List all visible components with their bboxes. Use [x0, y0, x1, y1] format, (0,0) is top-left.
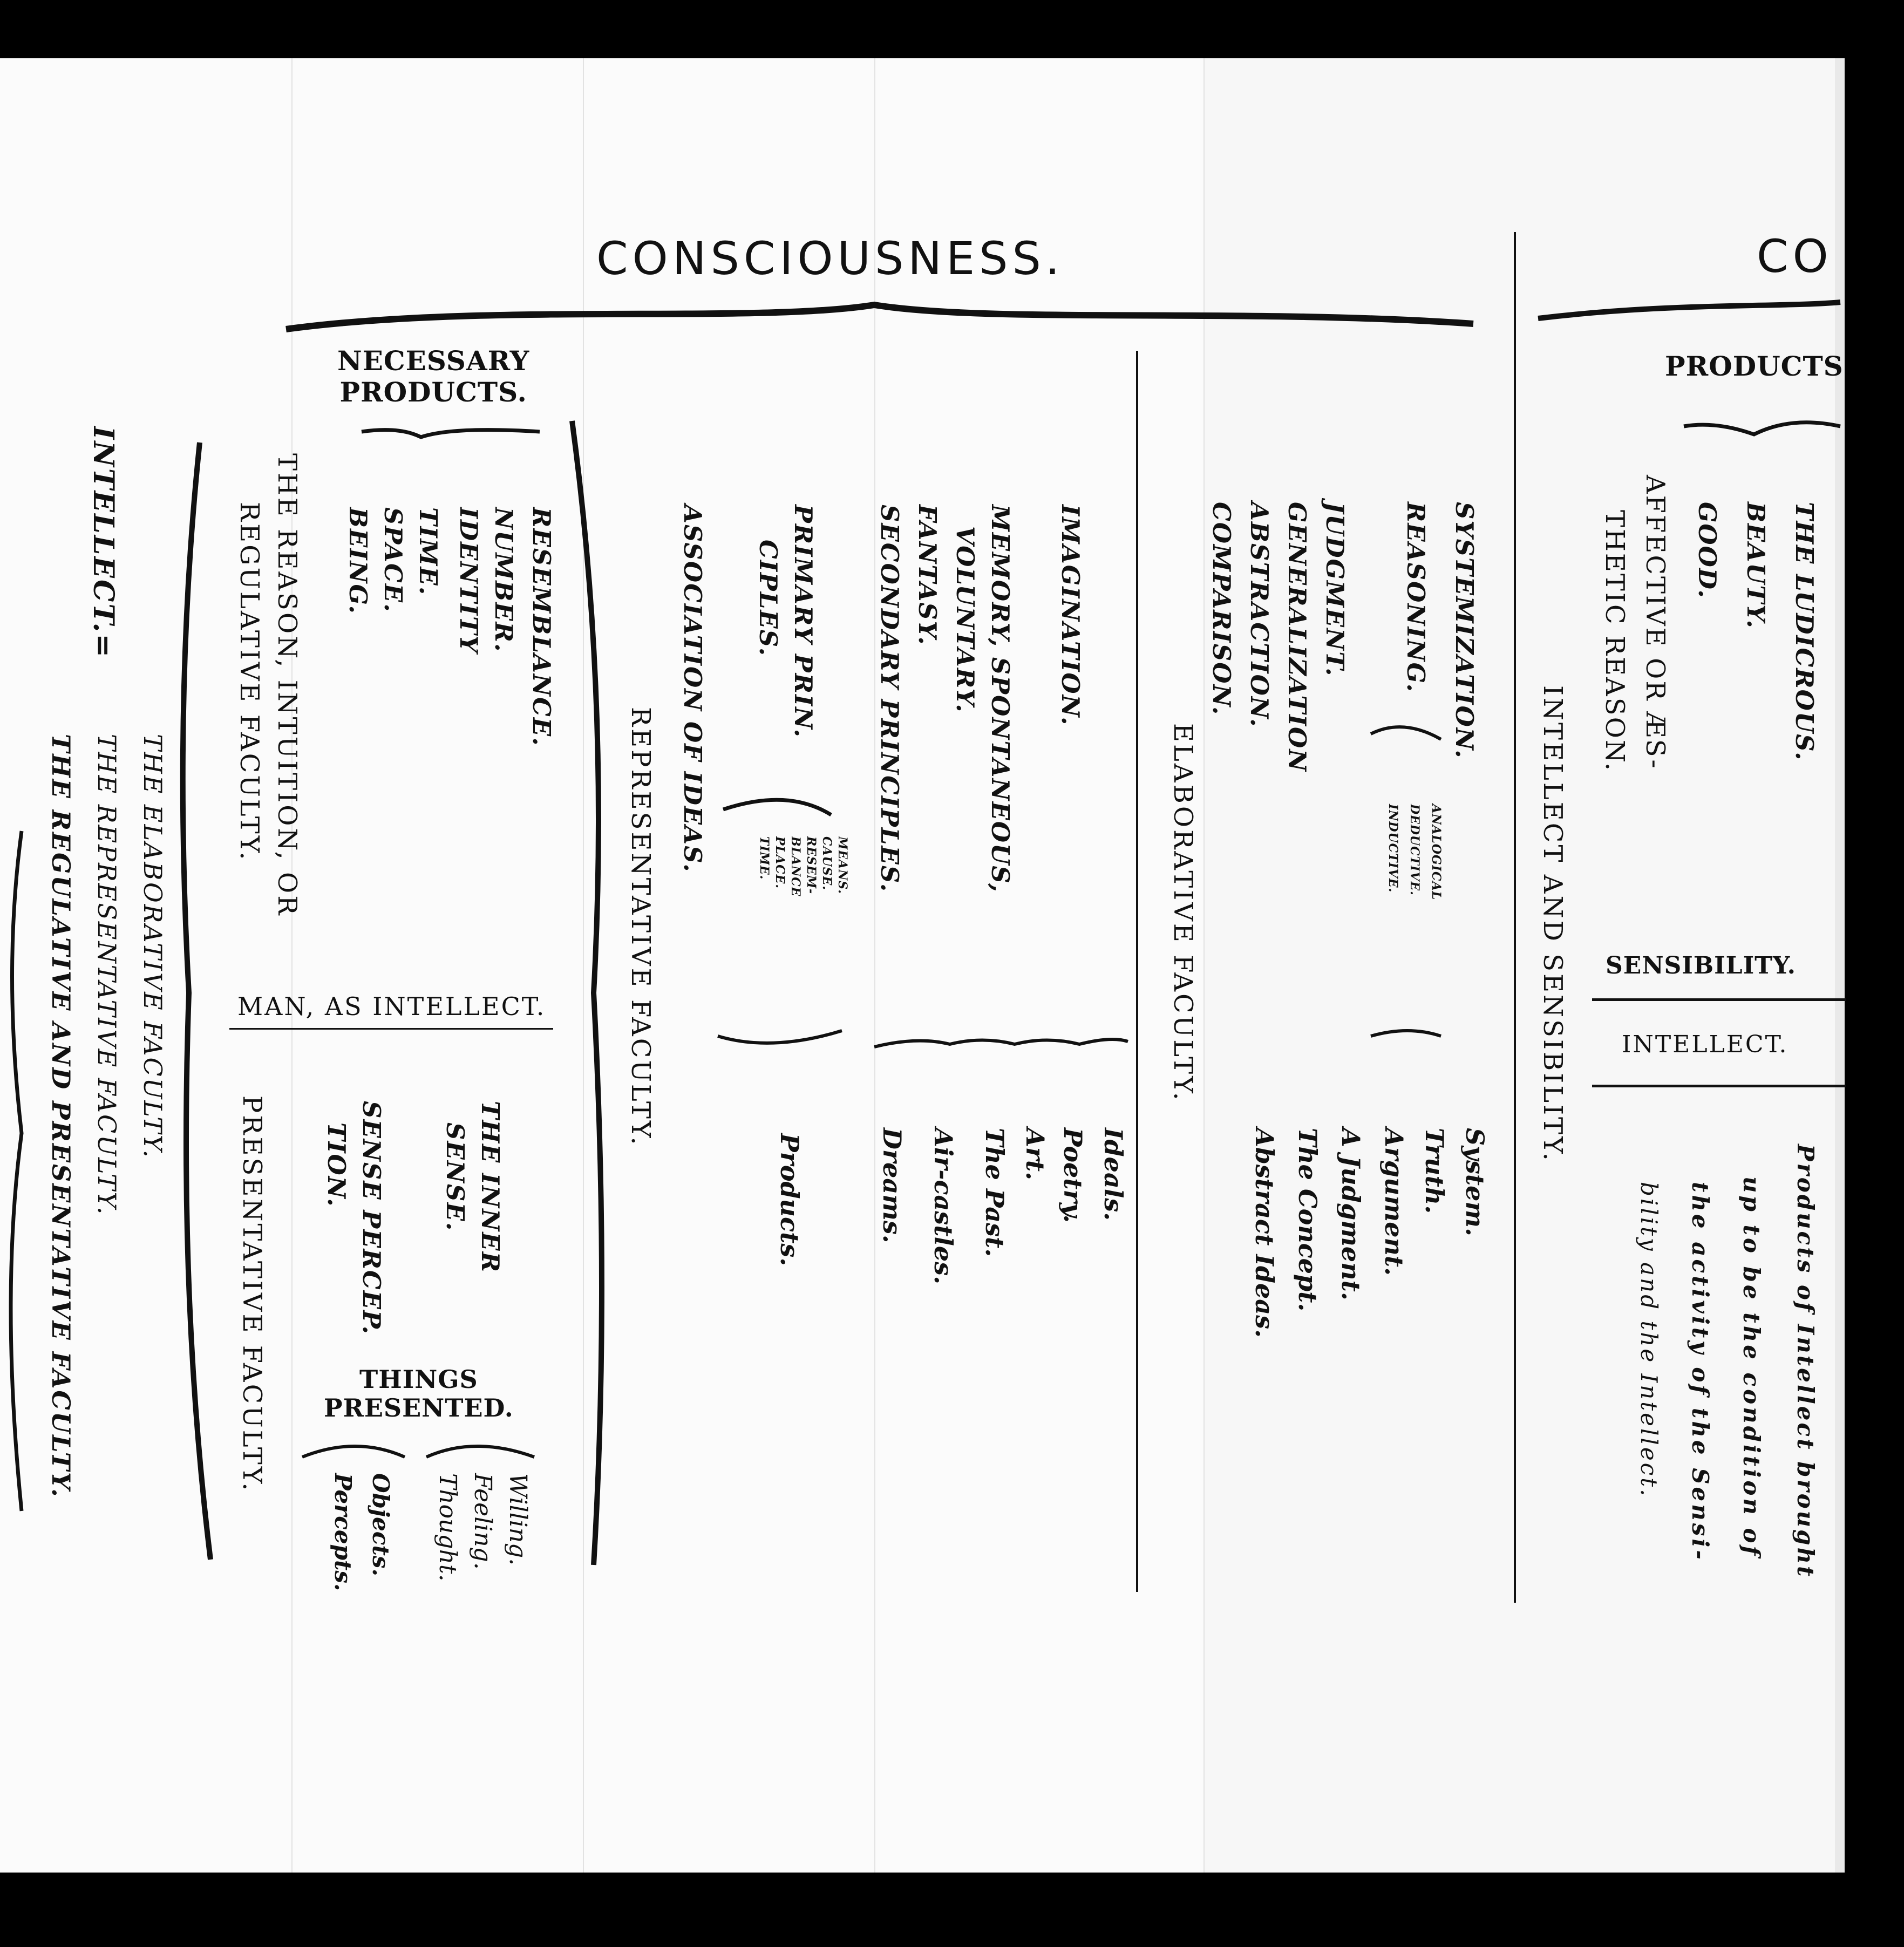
right-brace: [1538, 302, 1840, 318]
right-note-line: Products of Intellect brought: [1792, 1144, 1819, 1579]
inner-sense: THE INNER: [476, 1101, 505, 1273]
right-note-line: up to be the condition of: [1738, 1176, 1765, 1558]
summary-representative: THE REPRESENTATIVE FACULTY.: [92, 734, 121, 1216]
regulative-item: BEING.: [344, 507, 372, 615]
column-rule: [1136, 351, 1138, 1592]
things-presented-heading: [324, 1365, 514, 1422]
elaborative-product: System.: [1460, 1128, 1490, 1237]
primary-principle-sub: RESEM-: [804, 836, 818, 895]
representative-item: PRIMARY PRIN.: [789, 505, 818, 739]
products-brace: [362, 430, 540, 437]
summary-regulative-presentative: THE REGULATIVE AND PRESENTATIVE FACULTY.: [46, 734, 76, 1499]
sub-brace-primary: [723, 800, 831, 815]
man-as-intellect: MAN, AS INTELLECT.: [237, 992, 546, 1021]
things-braces: [302, 1446, 534, 1457]
elaborative-product: Truth.: [1420, 1128, 1449, 1214]
presentative-label: PRESENTATIVE FACULTY.: [237, 1095, 267, 1493]
reasoning-sub: ANALOGICAL: [1429, 804, 1443, 901]
inner-sense: SENSE.: [441, 1122, 470, 1232]
things-presented-item: Objects.: [368, 1473, 394, 1577]
elaborative-product: A Judgment.: [1336, 1128, 1365, 1301]
products-brace-right: [1684, 423, 1840, 434]
elaborative-item: SYSTEMIZATION.: [1450, 502, 1479, 759]
right-note-line: the activity of the Sensi-: [1687, 1182, 1713, 1562]
sensibility-label: SENSIBILITY.: [1606, 952, 1796, 979]
reasoning-sub: INDUCTIVE.: [1386, 804, 1400, 893]
representative-item: IMAGINATION.: [1056, 505, 1085, 726]
regulative-item: IDENTITY: [454, 507, 483, 654]
things-presented-item: Feeling.: [469, 1473, 497, 1570]
sense-perception: TION.: [322, 1122, 351, 1208]
representative-product: Poetry.: [1058, 1128, 1087, 1223]
elaborative-product: The Concept.: [1293, 1128, 1322, 1312]
reasoning-sub: DEDUCTIVE.: [1407, 804, 1422, 896]
right-item: GOOD.: [1693, 502, 1722, 599]
regulative-item: TIME.: [414, 507, 443, 596]
primary-principle-sub: CAUSE.: [820, 836, 834, 891]
things-presented-item: Percepts.: [330, 1473, 356, 1591]
necessary-products-heading: [337, 345, 529, 407]
primary-principle-sub: TIME.: [757, 836, 771, 880]
regulative-item: SPACE.: [379, 507, 407, 613]
regulative-item: RESEMBLANCE.: [527, 507, 556, 747]
sub-brace-reasoning: [1371, 727, 1441, 739]
representative-product: Air-castles.: [929, 1128, 958, 1285]
representative-item: VOLUNTARY.: [951, 526, 980, 713]
things-presented-item: Thought.: [434, 1473, 461, 1582]
right-item: BEAUTY.: [1742, 502, 1770, 629]
regulative-label-2: REGULATIVE FACULTY.: [234, 502, 264, 862]
representative-item: ASSOCIATION OF IDEAS.: [678, 505, 707, 873]
big-right-brace: [572, 421, 602, 1565]
regulative-item: NUMBER.: [489, 507, 518, 653]
elaborative-product: Argument.: [1379, 1128, 1409, 1276]
elaborative-label: ELABORATIVE FACULTY.: [1168, 723, 1198, 1102]
necessary-products-text: NECESSARY PRODUCTS.: [337, 345, 530, 408]
elaborative-item: COMPARISON.: [1207, 502, 1236, 716]
representative-product: Art.: [1021, 1128, 1050, 1181]
right-item: AFFECTIVE OR ÆS-: [1640, 475, 1670, 770]
right-item: THETIC REASON.: [1600, 510, 1630, 773]
right-item: THE LUDICROUS.: [1790, 502, 1819, 761]
intellect-box-bottom: [1592, 1085, 1846, 1087]
intellect-box-top: [1592, 998, 1846, 1001]
section-divider: [1514, 232, 1516, 1603]
regulative-label-1: THE REASON, INTUITION, OR: [272, 453, 302, 917]
primary-principle-sub: BLANCE: [788, 836, 803, 897]
intellect-lead: INTELLECT.=: [87, 426, 120, 659]
representative-label: REPRESENTATIVE FACULTY.: [625, 707, 656, 1147]
elaborative-item: ABSTRACTION.: [1245, 502, 1274, 728]
sense-perception: SENSE PERCEP.: [357, 1101, 386, 1336]
summary-elaborative: THE ELABORATIVE FACULTY.: [138, 734, 167, 1159]
right-note-line: bility and the Intellect.: [1636, 1182, 1662, 1499]
intellect-and-sensibility-label: INTELLECT AND SENSIBILITY.: [1538, 685, 1568, 1163]
elaborative-item: GENERALIZATION: [1283, 502, 1311, 773]
representative-product: Dreams.: [878, 1128, 907, 1243]
representative-item: SECONDARY PRINCIPLES.: [875, 505, 904, 893]
page-title-right: CO: [1757, 230, 1833, 283]
elaborative-item: REASONING.: [1402, 502, 1430, 693]
representative-item: MEMORY, SPONTANEOUS,: [986, 505, 1015, 893]
elaborative-item: JUDGMENT.: [1321, 502, 1349, 677]
products-braces: [718, 1031, 1441, 1047]
page-title: CONSCIOUSNESS.: [596, 232, 1064, 285]
representative-product: Ideals.: [1099, 1128, 1128, 1221]
intellect-box-label: INTELLECT.: [1622, 1031, 1789, 1058]
representative-item: FANTASY.: [913, 505, 942, 646]
things-presented-item: Willing.: [504, 1473, 532, 1566]
man-as-intellect-rule: [229, 1028, 553, 1030]
representative-product: The Past.: [980, 1128, 1009, 1257]
elaborative-product: Abstract Ideas.: [1250, 1128, 1279, 1338]
primary-principle-sub: MEANS.: [835, 836, 849, 895]
big-left-brace: [183, 443, 210, 1560]
products-heading-right: PRODUCTS: [1665, 350, 1844, 382]
summary-brace: [11, 831, 22, 1511]
representative-item: CIPLES.: [754, 540, 783, 657]
primary-principle-sub: PLACE.: [773, 836, 787, 889]
things-presented-text: THINGS PRESENTED.: [324, 1365, 514, 1422]
main-brace: [286, 305, 1473, 329]
representative-product: Products.: [775, 1133, 804, 1267]
